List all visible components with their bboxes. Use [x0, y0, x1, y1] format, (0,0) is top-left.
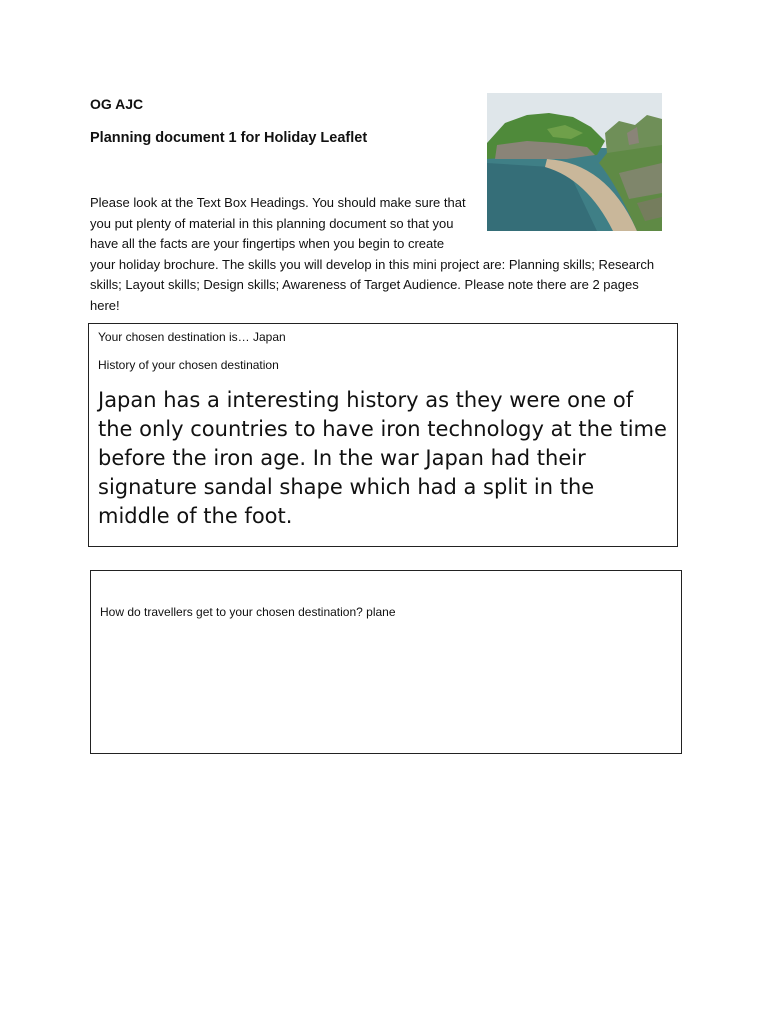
destination-history-box[interactable] — [88, 323, 678, 547]
travel-line: How do travellers get to your chosen destination? plane — [100, 605, 396, 619]
history-label: History of your chosen destination — [98, 358, 279, 372]
intro-text: Please look at the Text Box Headings. You should make sure that you put plenty of material in this planning document so that you have all the facts are your fingertips when you begin to create your holiday brochure. The skills you will develop in this mini project are: Planning skills; Research skills; Layout skills; Design skills; Awareness of Target Audience. Please note there are 2 pages here! — [90, 195, 655, 313]
author-initials: OG AJC — [90, 96, 144, 112]
history-text: Japan has a interesting history as they were one of the only countries to have iron technology at the time before the iron age. In the war Japan had their signature sandal shape which had a split in the middle of the foot. — [98, 388, 667, 528]
destination-line: Your chosen destination is… Japan — [98, 330, 286, 344]
document-title: Planning document 1 for Holiday Leaflet — [90, 130, 368, 146]
coastline-photo — [487, 93, 662, 231]
travel-box[interactable] — [90, 570, 682, 754]
intro-paragraph — [90, 193, 670, 317]
